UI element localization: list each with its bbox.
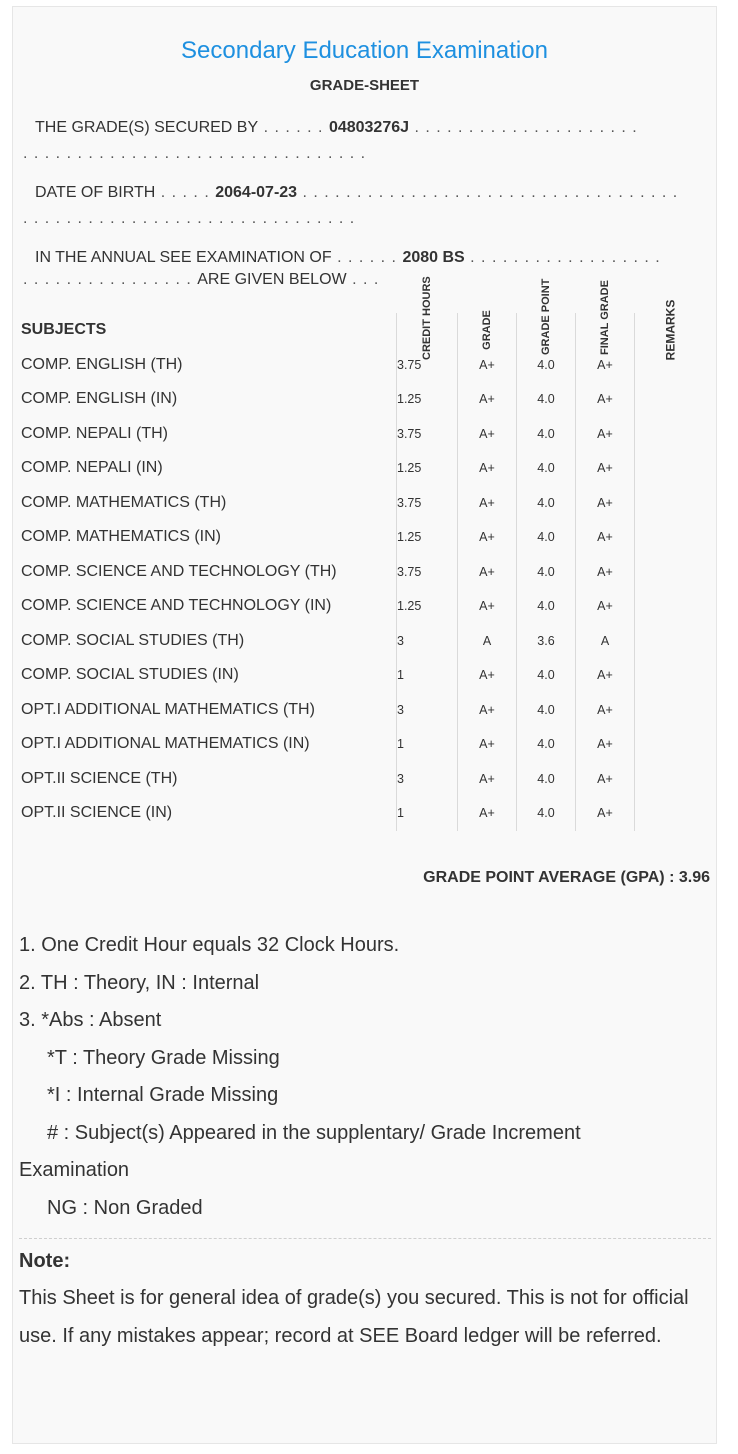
table-header-row	[21, 313, 705, 348]
remarks-cell	[635, 382, 706, 417]
credit-cell: 1	[397, 658, 458, 693]
grade-cell: A	[458, 624, 517, 659]
credit-cell: 3	[397, 762, 458, 797]
subject-cell: COMP. ENGLISH (IN)	[21, 390, 178, 408]
symbol-number: 04803276J	[328, 119, 410, 136]
legend-subitem: *I : Internal Grade Missing	[47, 1084, 279, 1106]
table-row	[21, 762, 705, 797]
subjects-header: SUBJECTS	[21, 321, 107, 339]
final-grade-cell: A+	[576, 348, 635, 383]
legend-subitem: # : Subject(s) Appeared in the supplentary/ Grade Increment	[47, 1121, 581, 1144]
gpa-value: 3.96	[678, 869, 710, 886]
final-grade-cell: A+	[576, 555, 635, 590]
credit-cell: 1	[397, 796, 458, 831]
note-title: Note:	[19, 1250, 71, 1272]
subject-cell: COMP. SCIENCE AND TECHNOLOGY (TH)	[21, 562, 337, 580]
given-below-line: . . . . . . . . . . . . . . . . ARE GIVEN BELOW . . .	[23, 271, 380, 288]
grade-point-cell: 4.0	[517, 658, 576, 693]
credit-hours-header	[397, 276, 458, 361]
remarks-cell	[635, 624, 706, 659]
grade-cell: A+	[458, 486, 517, 521]
grade-point-cell: 4.0	[517, 417, 576, 452]
final-grade-cell: A+	[576, 382, 635, 417]
subject-cell: OPT.I ADDITIONAL MATHEMATICS (TH)	[21, 700, 315, 718]
final-grade-cell: A+	[576, 727, 635, 762]
dob-value: 2064-07-23	[215, 184, 298, 201]
secured-by-label: THE GRADE(S) SECURED BY	[35, 119, 259, 136]
gpa-label: GRADE POINT AVERAGE (GPA) :	[423, 869, 675, 886]
dots-line: . . . . . . . . . . . . . . . . . . . . . . . . . . . . . . .	[23, 210, 356, 227]
legend-item: 3. *Abs : Absent	[19, 1009, 162, 1031]
grade-cell: A+	[458, 555, 517, 590]
credit-cell: 1.25	[397, 589, 458, 624]
grade-point-cell: 4.0	[517, 727, 576, 762]
subject-cell: COMP. NEPALI (TH)	[21, 424, 168, 442]
final-grade-cell: A	[576, 624, 635, 659]
credit-cell: 3	[397, 693, 458, 728]
final-grade-cell: A+	[576, 417, 635, 452]
remarks-cell	[635, 555, 706, 590]
table-row	[21, 555, 705, 590]
gpa-line	[423, 869, 710, 887]
grade-point-header-text: GRADE POINT	[540, 278, 552, 356]
dob-label: DATE OF BIRTH	[35, 184, 156, 201]
table-row	[21, 382, 705, 417]
credit-cell: 3.75	[397, 555, 458, 590]
exam-line: IN THE ANNUAL SEE EXAMINATION OF . . . . . . 2080 BS . . . . . . . . . . . . . . . . . .	[35, 249, 661, 266]
grade-point-cell: 4.0	[517, 762, 576, 797]
remarks-cell	[635, 727, 706, 762]
grade-point-cell: 4.0	[517, 555, 576, 590]
credit-cell: 3.75	[397, 486, 458, 521]
legend-subitem-continued: Examination	[19, 1159, 130, 1181]
legend-item: 2. TH : Theory, IN : Internal	[19, 971, 260, 994]
grade-point-cell: 3.6	[517, 624, 576, 659]
table-row	[21, 796, 705, 831]
grade-cell: A+	[458, 348, 517, 383]
legend-item: 1. One Credit Hour equals 32 Clock Hours.	[19, 934, 400, 956]
final-grade-cell: A+	[576, 796, 635, 831]
given-below-text: ARE GIVEN BELOW	[197, 271, 347, 288]
remarks-header-text: REMARKS	[662, 299, 677, 361]
remarks-cell	[635, 486, 706, 521]
grade-point-cell: 4.0	[517, 451, 576, 486]
subject-cell: COMP. SOCIAL STUDIES (IN)	[21, 666, 239, 684]
table-row	[21, 520, 705, 555]
dots-line: . . . . . . . . . . . . . . . . . . . . . . . . . . . . . . . .	[23, 145, 367, 162]
remarks-header	[635, 299, 706, 361]
table-row	[21, 658, 705, 693]
page-subtitle: GRADE-SHEET	[309, 77, 420, 94]
credit-cell: 3.75	[397, 348, 458, 383]
grade-header-text: GRADE	[480, 310, 493, 351]
remarks-cell	[635, 589, 706, 624]
table-row	[21, 589, 705, 624]
subject-cell: COMP. NEPALI (IN)	[21, 459, 163, 477]
grade-cell: A+	[458, 658, 517, 693]
subject-cell: COMP. SOCIAL STUDIES (TH)	[21, 631, 245, 649]
final-grade-header	[576, 280, 635, 356]
remarks-cell	[635, 658, 706, 693]
final-grade-cell: A+	[576, 451, 635, 486]
final-grade-cell: A+	[576, 520, 635, 555]
subject-cell: COMP. ENGLISH (TH)	[21, 355, 183, 373]
grade-cell: A+	[458, 589, 517, 624]
subject-cell: OPT.I ADDITIONAL MATHEMATICS (IN)	[21, 735, 310, 753]
table-row	[21, 727, 705, 762]
dob-line: DATE OF BIRTH . . . . . 2064-07-23 . . . . . . . . . . . . . . . . . . . . . . . . . . . . . . . . . . .	[35, 184, 679, 201]
grade-point-cell: 4.0	[517, 382, 576, 417]
final-grade-cell: A+	[576, 658, 635, 693]
grade-cell: A+	[458, 762, 517, 797]
subject-cell: OPT.II SCIENCE (TH)	[21, 769, 178, 787]
credit-cell: 1.25	[397, 520, 458, 555]
final-grade-cell: A+	[576, 589, 635, 624]
grade-point-cell: 4.0	[517, 520, 576, 555]
credit-cell: 1	[397, 727, 458, 762]
grade-point-cell: 4.0	[517, 693, 576, 728]
grade-cell: A+	[458, 382, 517, 417]
remarks-cell	[635, 520, 706, 555]
grade-cell: A+	[458, 417, 517, 452]
table-row	[21, 451, 705, 486]
credit-cell: 3.75	[397, 417, 458, 452]
grade-sheet	[12, 6, 717, 1444]
grade-cell: A+	[458, 451, 517, 486]
divider	[19, 1238, 711, 1239]
grade-cell: A+	[458, 796, 517, 831]
grade-cell: A+	[458, 727, 517, 762]
remarks-cell	[635, 762, 706, 797]
credit-hours-header-text: CREDIT HOURS	[421, 276, 433, 361]
note-body: This Sheet is for general idea of grade(s) you secured. This is not for official use. If any mistakes appear; record at SEE Board ledger will be referred.	[19, 1287, 689, 1347]
table-row	[21, 417, 705, 452]
remarks-cell	[635, 417, 706, 452]
grade-point-cell: 4.0	[517, 589, 576, 624]
remarks-cell	[635, 451, 706, 486]
final-grade-header-text: FINAL GRADE	[599, 280, 611, 356]
grade-point-header	[517, 278, 576, 356]
subject-cell: OPT.II SCIENCE (IN)	[21, 804, 173, 822]
subject-cell: COMP. MATHEMATICS (IN)	[21, 528, 221, 546]
table-row	[21, 486, 705, 521]
page-title: Secondary Education Examination	[181, 37, 548, 64]
grade-point-cell: 4.0	[517, 486, 576, 521]
legend-subitem: *T : Theory Grade Missing	[47, 1046, 280, 1069]
subject-cell: COMP. SCIENCE AND TECHNOLOGY (IN)	[21, 597, 332, 615]
legend-notes	[19, 927, 709, 1227]
credit-cell: 3	[397, 624, 458, 659]
final-grade-cell: A+	[576, 762, 635, 797]
credit-cell: 1.25	[397, 382, 458, 417]
grade-header	[458, 310, 517, 351]
legend-subitem: NG : Non Graded	[47, 1196, 203, 1219]
final-grade-cell: A+	[576, 486, 635, 521]
grade-cell: A+	[458, 693, 517, 728]
credit-cell: 1.25	[397, 451, 458, 486]
subject-cell: COMP. MATHEMATICS (TH)	[21, 493, 227, 511]
exam-label: IN THE ANNUAL SEE EXAMINATION OF	[35, 249, 332, 266]
exam-year: 2080 BS	[402, 249, 465, 266]
secured-by-line: THE GRADE(S) SECURED BY . . . . . . 04803276J . . . . . . . . . . . . . . . . . . . . .	[35, 119, 638, 136]
table-row	[21, 624, 705, 659]
grade-point-cell: 4.0	[517, 348, 576, 383]
grade-cell: A+	[458, 520, 517, 555]
final-grade-cell: A+	[576, 693, 635, 728]
remarks-cell	[635, 693, 706, 728]
grade-point-cell: 4.0	[517, 796, 576, 831]
table-row	[21, 693, 705, 728]
remarks-cell	[635, 796, 706, 831]
